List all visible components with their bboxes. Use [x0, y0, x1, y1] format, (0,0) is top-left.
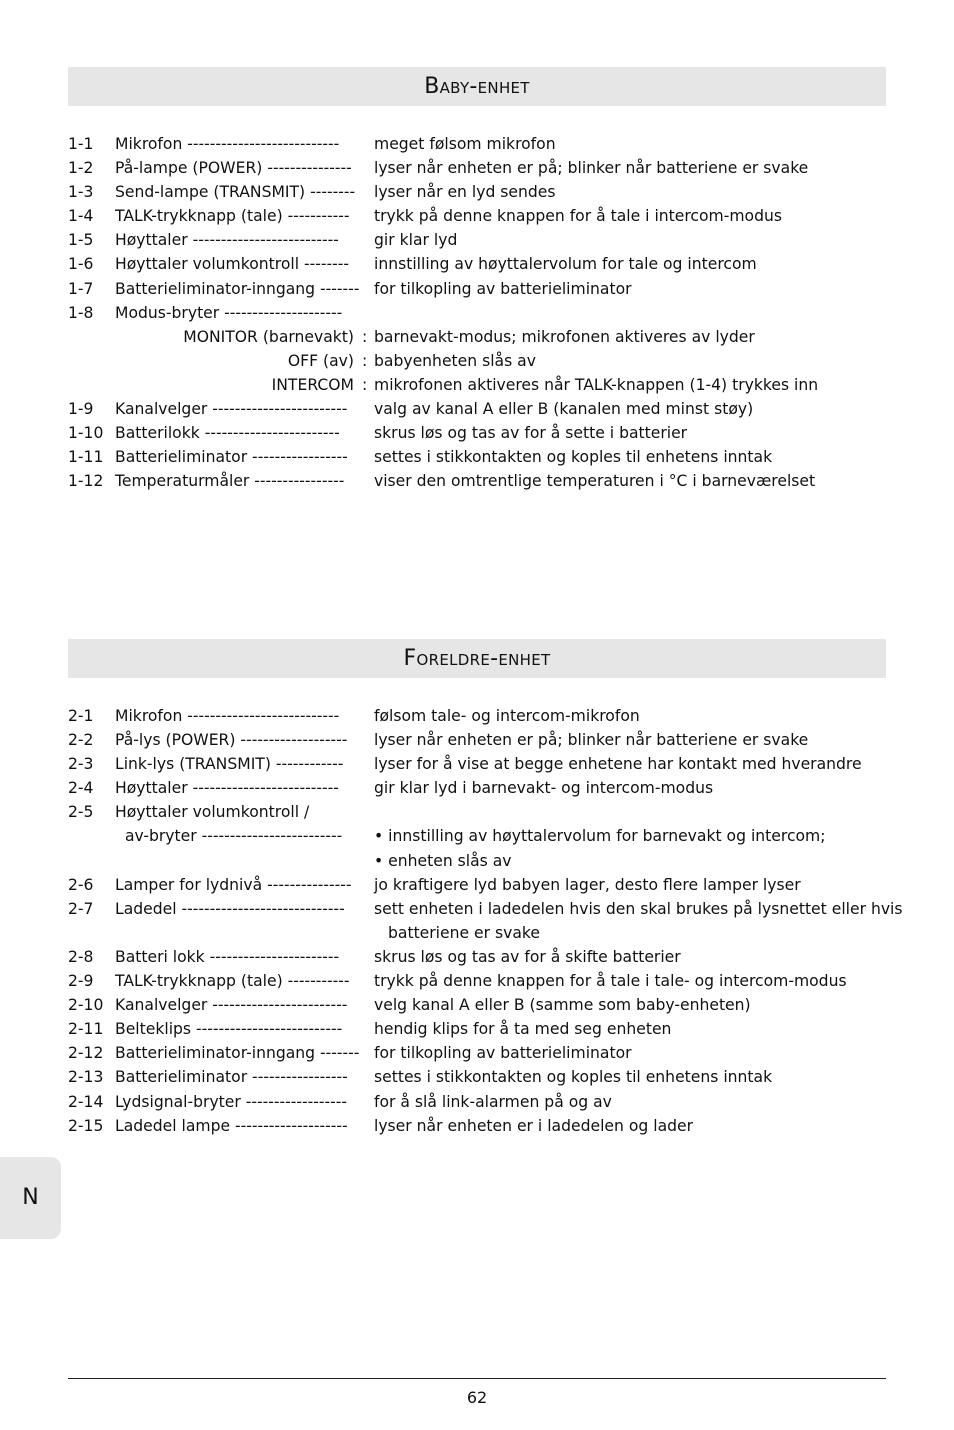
item-description: babyenheten slås av [374, 351, 536, 370]
list-item [68, 1042, 898, 1066]
section-title-baby-unit: Baby-enhet [68, 67, 886, 106]
list-item [68, 801, 898, 825]
item-number: 2-2 [68, 731, 94, 750]
item-separator: : [362, 327, 368, 346]
item-label: Høyttaler volumkontroll -------- [115, 255, 350, 274]
list-item [68, 1018, 898, 1042]
item-number: 2-4 [68, 779, 94, 798]
item-number: 2-1 [68, 707, 94, 725]
item-number: 1-2 [68, 159, 94, 178]
language-tab-label: N [22, 1185, 39, 1210]
page-number: 62 [466, 1388, 488, 1407]
list-item [68, 825, 898, 849]
item-label: Høyttaler volumkontroll / [115, 803, 310, 822]
item-description: for tilkopling av batterieliminator [374, 1044, 632, 1063]
list-item [68, 278, 898, 302]
item-description: settes i stikkontakten og koples til enhetens inntak [374, 1068, 773, 1087]
list-item [68, 874, 898, 898]
list-item [68, 777, 898, 801]
item-label: TALK-trykknapp (tale) ----------- [115, 207, 350, 226]
list-item [68, 753, 898, 777]
item-number: 1-9 [68, 400, 94, 419]
item-sub-label: INTERCOM [271, 375, 354, 394]
item-label: På-lys (POWER) ------------------- [115, 731, 348, 750]
item-number: 2-3 [68, 755, 94, 774]
item-separator: : [362, 375, 368, 394]
item-number: 1-12 [68, 472, 104, 491]
item-description: lyser når enheten er på; blinker når batteriene er svake [374, 159, 809, 178]
list-item [68, 705, 898, 729]
item-description: følsom tale- og intercom-mikrofon [374, 707, 640, 725]
footer-rule [68, 1378, 886, 1379]
list-item [68, 470, 898, 494]
item-separator: : [362, 351, 368, 370]
list-item [68, 1066, 898, 1090]
item-description: for tilkopling av batterieliminator [374, 279, 632, 298]
list-item [68, 922, 898, 946]
list-item [68, 326, 898, 350]
item-description: lyser når enheten er i ladedelen og lader [374, 1116, 694, 1135]
language-tab [0, 1157, 61, 1239]
list-item [68, 946, 898, 970]
item-number: 2-15 [68, 1116, 104, 1135]
item-description: trykk på denne knappen for å tale i tale- og intercom-modus [374, 972, 847, 991]
item-label: Batterilokk ------------------------ [115, 424, 340, 443]
item-label: Belteklips -------------------------- [115, 1020, 343, 1039]
list-item [68, 253, 898, 277]
item-description: lyser når enheten er på; blinker når batteriene er svake [374, 731, 809, 750]
item-description: velg kanal A eller B (samme som baby-enheten) [374, 996, 751, 1015]
item-description: valg av kanal A eller B (kanalen med minst støy) [374, 400, 754, 419]
item-label: Ladedel ----------------------------- [115, 899, 345, 918]
item-number: 2-9 [68, 972, 94, 991]
item-number: 2-7 [68, 899, 94, 918]
item-description: for å slå link-alarmen på og av [374, 1092, 612, 1111]
item-label: Høyttaler -------------------------- [115, 779, 339, 798]
list-item [68, 729, 898, 753]
item-number: 2-8 [68, 947, 94, 966]
item-description: sett enheten i ladedelen hvis den skal brukes på lysnettet eller hvis [374, 899, 903, 918]
item-number: 1-3 [68, 183, 94, 202]
list-item [68, 898, 903, 922]
item-label: Batterieliminator ----------------- [115, 1068, 348, 1087]
item-number: 2-5 [68, 803, 94, 822]
item-description: mikrofonen aktiveres når TALK-knappen (1-4) trykkes inn [374, 375, 819, 394]
list-item [68, 133, 898, 157]
item-label: Kanalvelger ------------------------ [115, 996, 348, 1015]
item-number: 1-7 [68, 279, 94, 298]
item-number: 1-4 [68, 207, 94, 226]
item-description: barnevakt-modus; mikrofonen aktiveres av lyder [374, 327, 755, 346]
list-item [68, 1115, 898, 1139]
item-sub-label: OFF (av) [287, 351, 354, 370]
list-item [68, 302, 898, 326]
item-label: Batterieliminator-inngang ------- [115, 1044, 360, 1063]
item-number: 2-6 [68, 875, 94, 894]
item-label: Mikrofon --------------------------- [115, 707, 340, 725]
list-item [68, 422, 898, 446]
item-label: Mikrofon --------------------------- [115, 135, 340, 153]
item-description: lyser for å vise at begge enhetene har kontakt med hverandre [374, 755, 862, 774]
list-item [68, 181, 898, 205]
item-number: 1-1 [68, 135, 94, 153]
item-description: skrus løs og tas av for å sette i batterier [374, 424, 688, 443]
item-description: meget følsom mikrofon [374, 135, 556, 153]
item-label: Temperaturmåler ---------------- [115, 472, 345, 491]
item-description: skrus løs og tas av for å skifte batterier [374, 947, 681, 966]
item-label: TALK-trykknapp (tale) ----------- [115, 972, 350, 991]
item-description: batteriene er svake [388, 923, 540, 942]
list-item [68, 157, 898, 181]
list-item [68, 229, 898, 253]
item-label: Lamper for lydnivå --------------- [115, 875, 352, 894]
item-description: trykk på denne knappen for å tale i intercom-modus [374, 207, 783, 226]
item-number: 2-10 [68, 996, 104, 1015]
item-label: Batterieliminator-inngang ------- [115, 279, 360, 298]
item-label: Send-lampe (TRANSMIT) -------- [115, 183, 356, 202]
item-label: Lydsignal-bryter ------------------ [115, 1092, 348, 1111]
item-label: Batteri lokk ----------------------- [115, 947, 340, 966]
item-label: Ladedel lampe -------------------- [115, 1116, 348, 1135]
list-item [68, 374, 898, 398]
item-number: 2-14 [68, 1092, 104, 1111]
item-number: 1-6 [68, 255, 94, 274]
item-label: Modus-bryter --------------------- [115, 303, 343, 322]
item-description: • enheten slås av [374, 851, 512, 870]
section-title-parent-unit: Foreldre-enhet [68, 639, 886, 678]
item-number: 1-11 [68, 448, 104, 467]
item-description: gir klar lyd i barnevakt- og intercom-modus [374, 779, 714, 798]
item-description: viser den omtrentlige temperaturen i °C i barneværelset [374, 472, 816, 491]
list-item [68, 970, 898, 994]
list-item [68, 1091, 898, 1115]
list-item [68, 350, 898, 374]
item-number: 1-5 [68, 231, 94, 250]
parent-unit-parts-list [68, 705, 903, 1139]
item-number: 2-13 [68, 1068, 104, 1087]
item-label: Kanalvelger ------------------------ [115, 400, 348, 419]
item-sub-label: MONITOR (barnevakt) [183, 327, 354, 346]
baby-unit-parts-list [68, 133, 898, 494]
item-label: Batterieliminator ----------------- [115, 448, 348, 467]
item-number: 1-10 [68, 424, 104, 443]
list-item [68, 994, 898, 1018]
item-label: Høyttaler -------------------------- [115, 231, 339, 250]
list-item [68, 446, 898, 470]
item-number: 2-11 [68, 1020, 104, 1039]
item-description: hendig klips for å ta med seg enheten [374, 1020, 672, 1039]
item-label: På-lampe (POWER) --------------- [115, 159, 352, 178]
list-item [68, 398, 898, 422]
item-description: lyser når en lyd sendes [374, 183, 556, 202]
item-number: 2-12 [68, 1044, 104, 1063]
item-description: settes i stikkontakten og koples til enhetens inntak [374, 448, 773, 467]
item-label: av-bryter ------------------------- [125, 827, 343, 846]
list-item [68, 850, 898, 874]
item-description: gir klar lyd [374, 231, 458, 250]
item-description: • innstilling av høyttalervolum for barnevakt og intercom; [374, 827, 826, 846]
item-description: jo kraftigere lyd babyen lager, desto flere lamper lyser [374, 875, 801, 894]
item-description: innstilling av høyttalervolum for tale og intercom [374, 255, 757, 274]
list-item [68, 205, 898, 229]
item-label: Link-lys (TRANSMIT) ------------ [115, 755, 344, 774]
item-number: 1-8 [68, 303, 94, 322]
